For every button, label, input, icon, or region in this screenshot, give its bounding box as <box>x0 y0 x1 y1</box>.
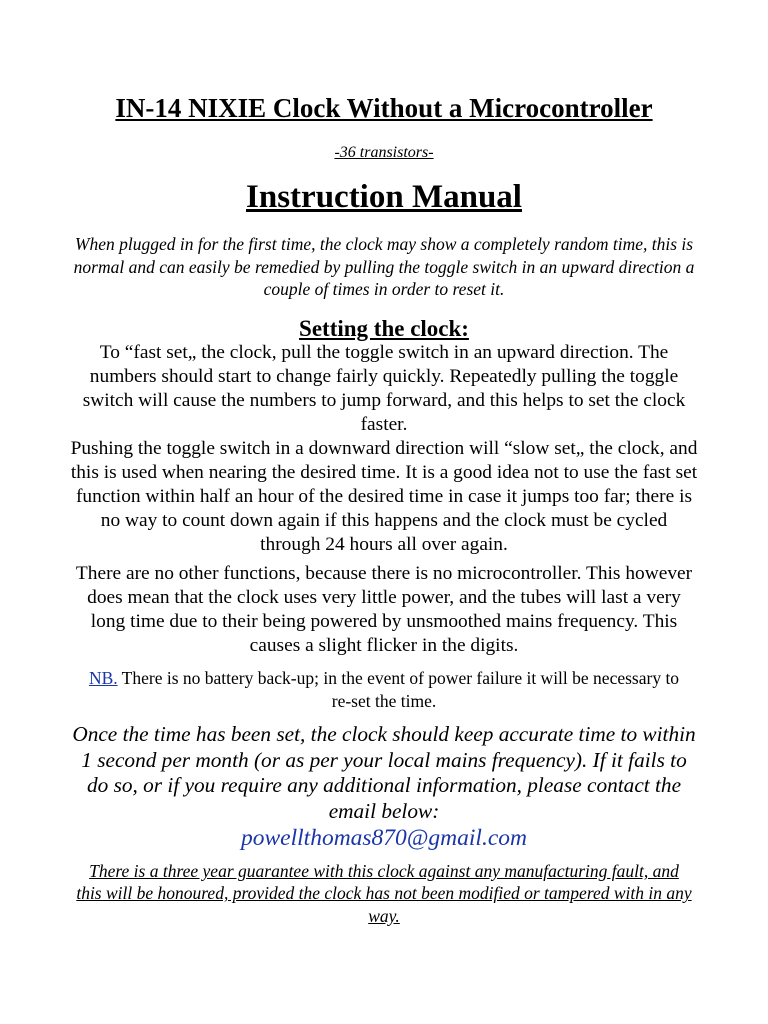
functions-paragraph: There are no other functions, because there is no microcontroller. This however does mean that the clock uses very little power, and the tubes will last a very long time due to their being powered by unsmoothed mains frequency. This causes a slight flicker in the digits. <box>75 563 693 657</box>
nb-label: NB. <box>88 668 118 688</box>
fast-set-paragraph: To “fast set„ the clock, pull the toggle switch in an upward direction. The numbers should start to change fairly quickly. Repeatedly pulling the toggle switch will cause the numbers to jump forward, and this helps to set the clock faster. <box>82 342 686 436</box>
document-title: IN-14 NIXIE Clock Without a Microcontroller <box>115 93 653 123</box>
contact-paragraph: Once the time has been set, the clock should keep accurate time to within 1 second per month (or as per your local mains frequency). If it fails to do so, or if you require any additional information, please contact the email below: <box>72 722 696 823</box>
nb-text: There is no battery back-up; in the event of power failure it will be necessary to re-set the time. <box>117 668 680 711</box>
intro-paragraph: When plugged in for the first time, the clock may show a completely random time, this is normal and can easily be remedied by pulling the toggle switch in an upward direction a couple of times in order to reset it. <box>73 234 695 300</box>
slow-set-paragraph: Pushing the toggle switch in a downward direction will “slow set„ the clock, and this is used when nearing the desired time. It is a good idea not to use the fast set function within half an hour of the desired time in case it jumps too far; there is no way to count down again if this happens and the clock must be cycled through 24 hours all over again. <box>70 438 698 556</box>
setting-clock-heading: Setting the clock: <box>299 316 469 341</box>
manual-heading: Instruction Manual <box>246 179 522 215</box>
email-link[interactable]: powellthomas870@gmail.com <box>241 825 527 851</box>
document-subtitle: -36 transistors- <box>334 144 434 161</box>
nb-note <box>82 667 686 712</box>
guarantee-paragraph: There is a three year guarantee with this clock against any manufacturing fault, and this will be honoured, provided the clock has not been modified or tampered with in any way. <box>76 861 692 926</box>
